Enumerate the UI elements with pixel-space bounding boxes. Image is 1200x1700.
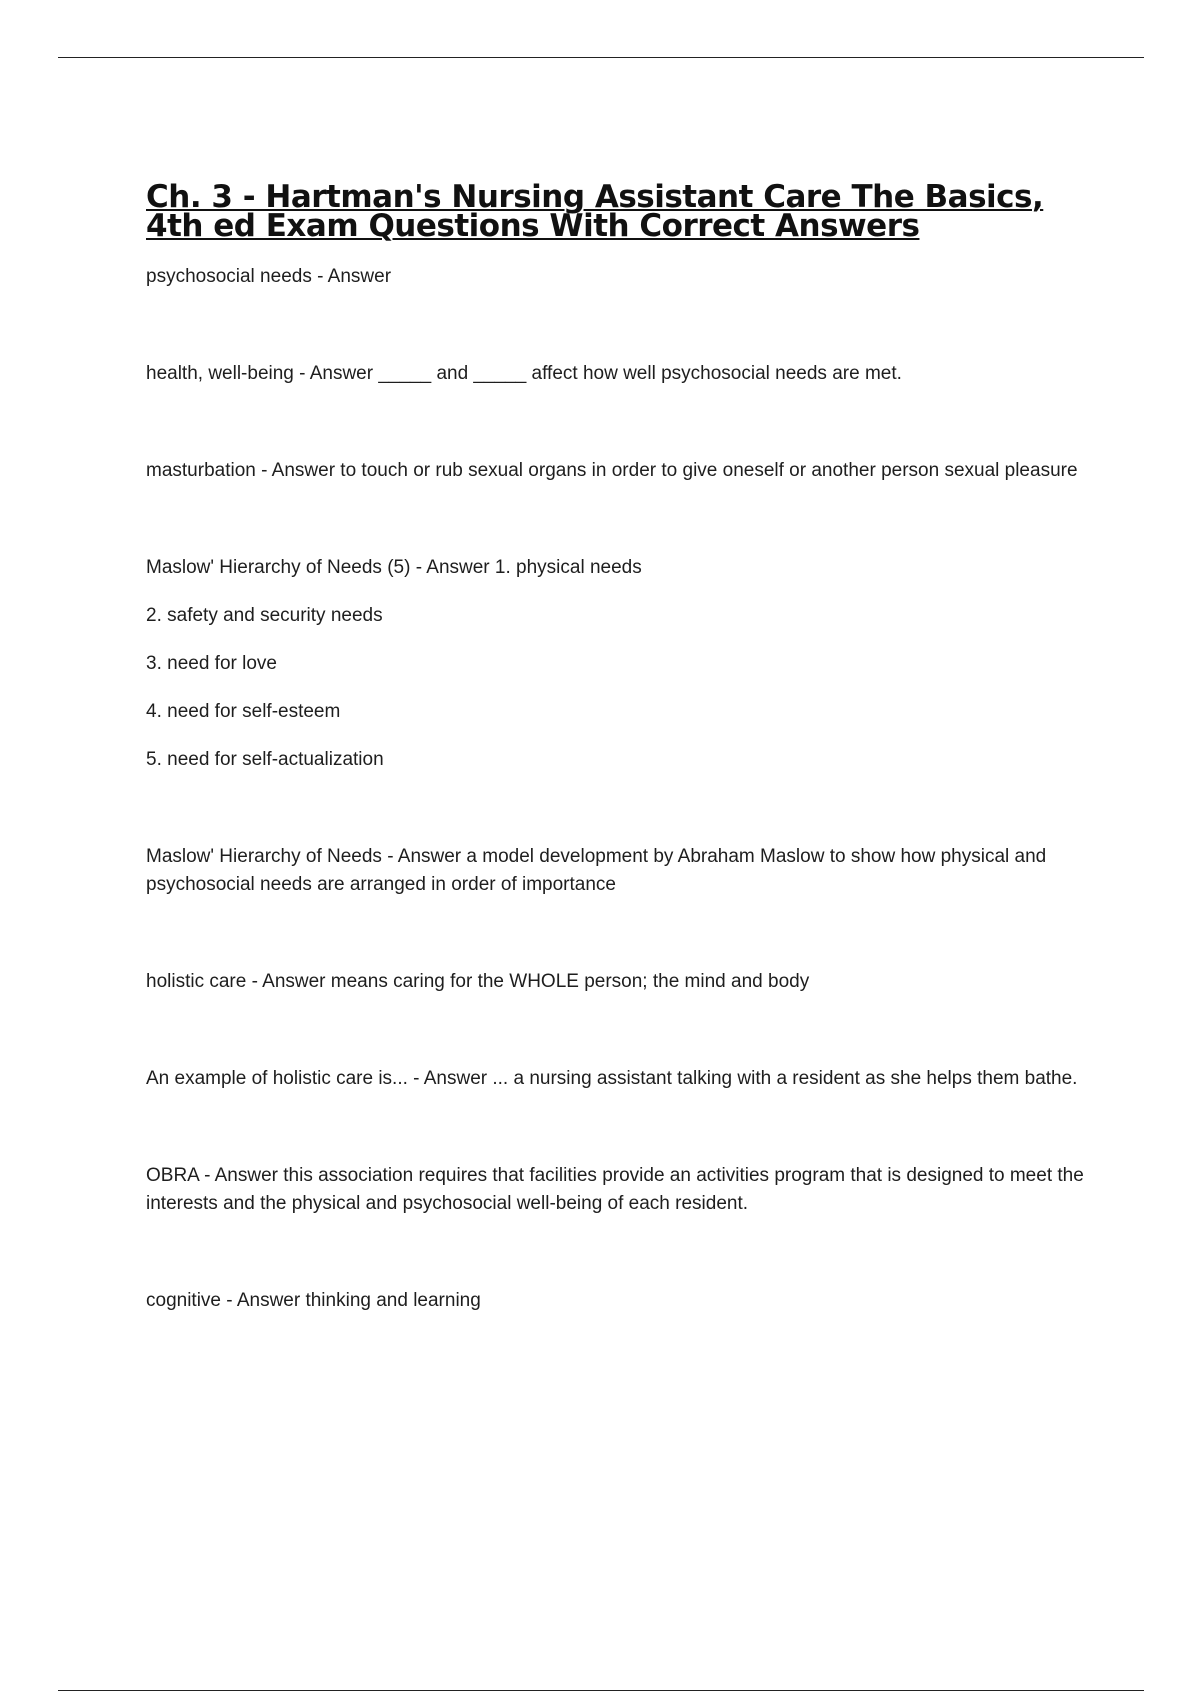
qa-entry-text: holistic care - Answer means caring for the WHOLE person; the mind and body <box>146 971 810 992</box>
qa-entry-holistic-care <box>146 968 1086 996</box>
qa-entry-holistic-care-example <box>146 1065 1086 1093</box>
qa-entry-obra <box>146 1162 1086 1218</box>
qa-entry-health-well-being <box>146 360 1086 388</box>
qa-list-item: 3. need for love <box>146 653 277 674</box>
qa-list <box>146 263 1086 1315</box>
qa-entry-text: health, well-being - Answer _____ and _____ affect how well psychosocial needs are met. <box>146 363 902 384</box>
qa-entry-text: cognitive - Answer thinking and learning <box>146 1290 481 1311</box>
qa-entry-text: psychosocial needs - Answer <box>146 266 392 287</box>
qa-entry-text: OBRA - Answer this association requires that facilities provide an activities program that is designed to meet the interests and the physical and psychosocial well-being of each resident. <box>146 1165 1084 1214</box>
qa-entry-cognitive <box>146 1287 1086 1315</box>
qa-entry-maslow-hierarchy <box>146 843 1086 899</box>
qa-list-item: 4. need for self-esteem <box>146 701 341 722</box>
qa-entry-text: Maslow' Hierarchy of Needs - Answer a model development by Abraham Maslow to show how physical and psychosocial needs are arranged in order of importance <box>146 846 1047 895</box>
qa-entry-masturbation <box>146 457 1086 485</box>
top-divider <box>58 57 1144 58</box>
document-title: Ch. 3 - Hartman's Nursing Assistant Care The Basics, 4th ed Exam Questions With Correct Answers <box>146 179 1044 244</box>
qa-list-item: 2. safety and security needs <box>146 605 383 626</box>
qa-list-item: 5. need for self-actualization <box>146 749 384 770</box>
qa-entry-text: An example of holistic care is... - Answer ... a nursing assistant talking with a resident as she helps them bathe. <box>146 1068 1078 1089</box>
qa-entry-text: Maslow' Hierarchy of Needs (5) - Answer 1. physical needs <box>146 557 642 578</box>
bottom-divider <box>58 1690 1144 1691</box>
qa-entry-psychosocial-needs <box>146 263 1086 291</box>
document-body <box>146 179 1086 1315</box>
qa-entry-text: masturbation - Answer to touch or rub sexual organs in order to give oneself or another person sexual pleasure <box>146 460 1078 481</box>
qa-entry-maslow-hierarchy-5 <box>146 554 1086 774</box>
